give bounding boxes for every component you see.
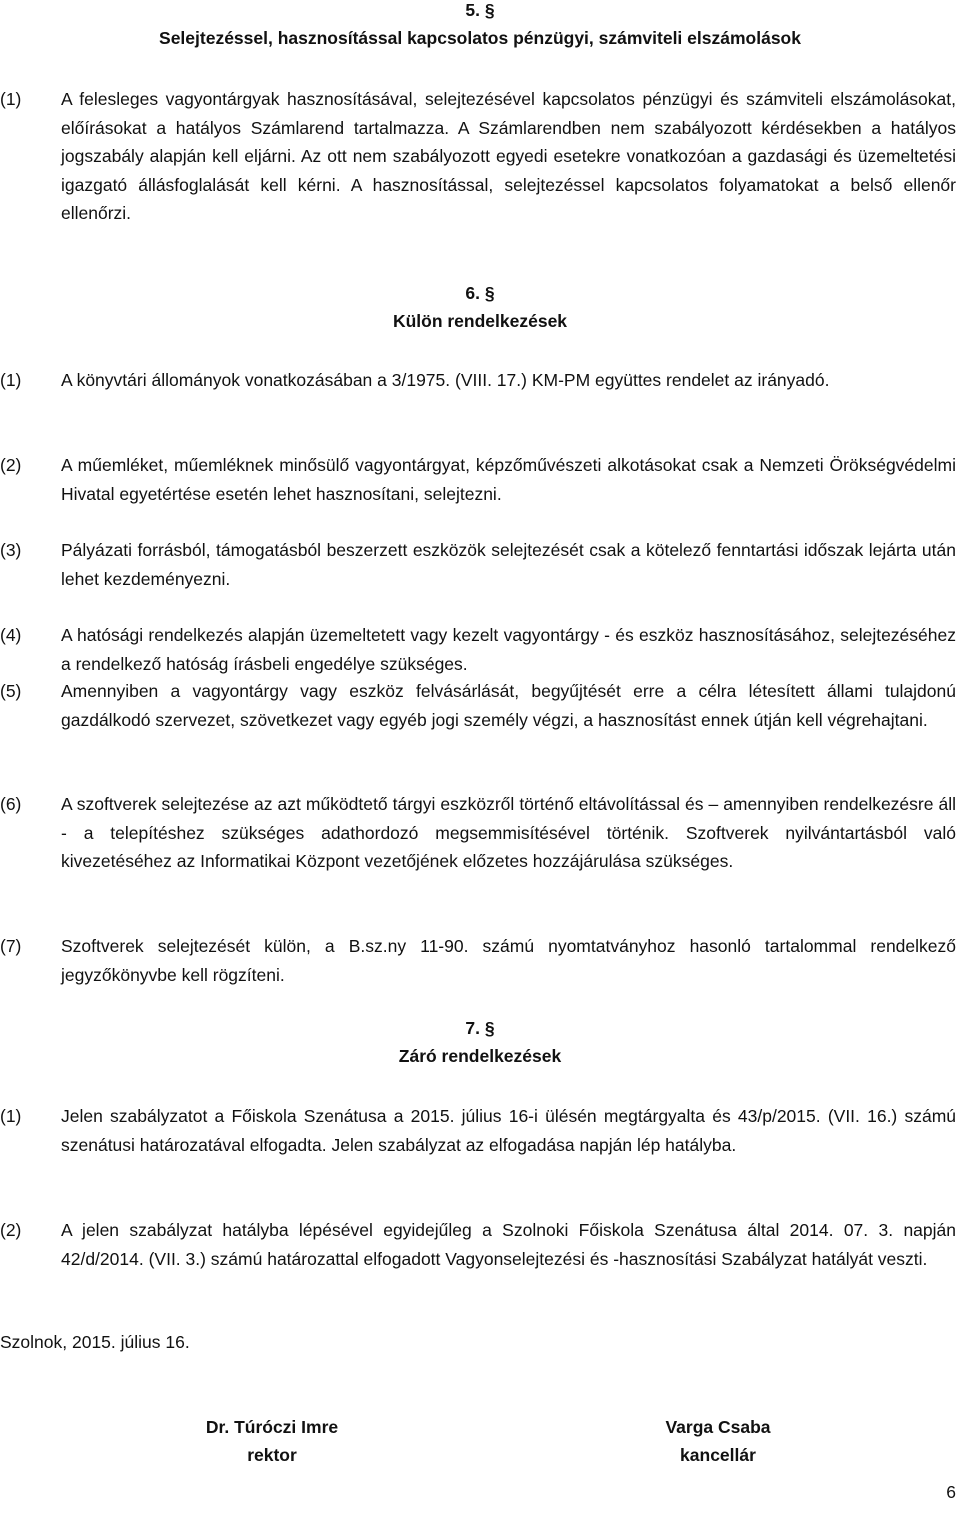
- section6-paragraph-5: [0, 677, 960, 734]
- signatory-name: Dr. Túróczi Imre: [205, 1417, 339, 1437]
- paragraph-number: (1): [0, 370, 22, 390]
- paragraph-text: A könyvtári állományok vonatkozásában a 3/1975. (VIII. 17.) KM-PM együttes rendelet az irányadó.: [61, 370, 830, 390]
- paragraph-text: A műemléket, műemléknek minősülő vagyontárgyat, képzőművészeti alkotásokat csak a Nemzeti Örökségvédelmi Hivatal egyetértése esetén lehet hasznosítani, selejtezni.: [61, 455, 956, 504]
- paragraph-text: A szoftverek selejtezése az azt működtető tárgyi eszközről történő eltávolítással és – amennyiben rendelkezésre áll - a telepítéshez szükséges adathordozó megsemmisítésével történik. Szoftverek nyilvántartásból való kivezetéséhez az Informatikai Központ vezetőjének előzetes hozzájárulása szükséges.: [61, 794, 956, 871]
- paragraph-text: A felesleges vagyontárgyak hasznosításával, selejtezésével kapcsolatos pénzügyi és számviteli elszámolásokat, előírásokat a hatályos Számlarend tartalmazza. A Számlarendben nem szabályozott kérdésekben a hatályos jogszabály alapján kell eljárni. Az ott nem szabályozott egyedi esetekre vonatkozóan a gazdasági és üzemeltetési igazgató állásfoglalását kell kérni. A hasznosítással, selejtezéssel kapcsolatos folyamatokat a belső ellenőr ellenőrzi.: [61, 89, 956, 223]
- paragraph-number: (1): [0, 1106, 22, 1126]
- section-number-6: 6. §: [465, 283, 495, 303]
- paragraph-number: (2): [0, 455, 22, 475]
- signatory-name: Varga Csaba: [665, 1417, 771, 1437]
- signatory-role: kancellár: [680, 1445, 756, 1465]
- section7-paragraph-1: [0, 1102, 960, 1159]
- section6-paragraph-4: [0, 621, 960, 678]
- paragraph-number: (1): [0, 89, 22, 109]
- section7-paragraph-2: [0, 1216, 960, 1273]
- paragraph-text: A jelen szabályzat hatályba lépésével egyidejűleg a Szolnoki Főiskola Szenátusa által 2014. 07. 3. napján 42/d/2014. (VII. 3.) számú határozattal elfogadott Vagyonselejtezési és -hasznosítási Szabályzat hatályát veszti.: [61, 1220, 956, 1269]
- section-title-7: Záró rendelkezések: [398, 1046, 562, 1066]
- paragraph-number: (2): [0, 1220, 22, 1240]
- section-title-5: Selejtezéssel, hasznosítással kapcsolatos pénzügyi, számviteli elszámolások: [159, 28, 801, 48]
- signature-block-rector: [172, 1413, 372, 1469]
- signature-block-chancellor: [618, 1413, 818, 1469]
- paragraph-text: Pályázati forrásból, támogatásból beszerzett eszközök selejtezését csak a kötelező fenntartási időszak lejárta után lehet kezdeményezni.: [61, 540, 956, 589]
- section-number-5: 5. §: [465, 0, 495, 20]
- section6-paragraph-7: [0, 932, 960, 989]
- paragraph-number: (3): [0, 540, 22, 560]
- section-number-7: 7. §: [465, 1018, 495, 1038]
- paragraph-text: A hatósági rendelkezés alapján üzemeltetett vagy kezelt vagyontárgy - és eszköz hasznosításához, selejtezéséhez a rendelkező hatóság írásbeli engedélye szükséges.: [61, 625, 956, 674]
- signatory-role: rektor: [247, 1445, 297, 1465]
- paragraph-number: (4): [0, 625, 22, 645]
- paragraph-number: (5): [0, 681, 22, 701]
- paragraph-text: Szoftverek selejtezését külön, a B.sz.ny 11-90. számú nyomtatványhoz hasonló tartalommal rendelkező jegyzőkönyvbe kell rögzíteni.: [61, 936, 956, 985]
- paragraph-number: (6): [0, 794, 22, 814]
- page-number: 6: [946, 1482, 956, 1502]
- section6-paragraph-1: [0, 366, 960, 395]
- place-date: Szolnok, 2015. július 16.: [0, 1332, 190, 1352]
- paragraph-number: (7): [0, 936, 22, 956]
- section-title-6: Külön rendelkezések: [392, 311, 568, 331]
- section6-paragraph-2: [0, 451, 960, 508]
- section6-paragraph-6: [0, 790, 960, 876]
- paragraph-text: Amennyiben a vagyontárgy vagy eszköz felvásárlását, begyűjtését erre a célra létesített állami tulajdonú gazdálkodó szervezet, szövetkezet vagy egyéb jogi személy végzi, a hasznosítást ennek útján kell végrehajtani.: [61, 681, 956, 730]
- paragraph-text: Jelen szabályzatot a Főiskola Szenátusa a 2015. július 16-i ülésén megtárgyalta és 43/p/2015. (VII. 16.) számú szenátusi határozatával elfogadta. Jelen szabályzat az elfogadása napján lép hatályba.: [61, 1106, 956, 1155]
- section6-paragraph-3: [0, 536, 960, 593]
- section5-paragraph-1: [0, 85, 960, 228]
